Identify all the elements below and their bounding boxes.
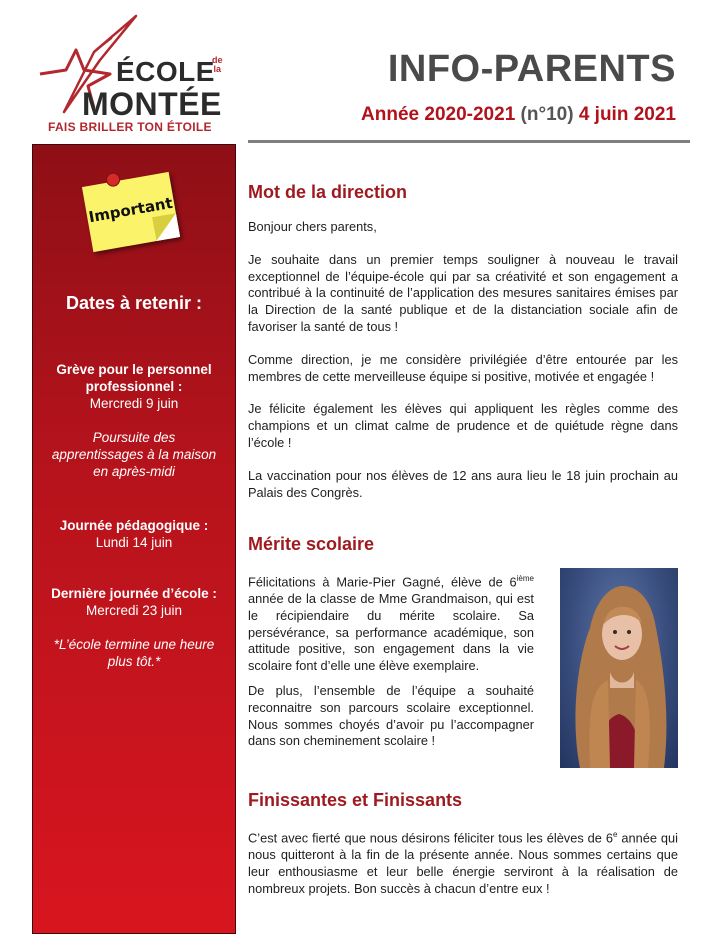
- issue-subtitle: [361, 104, 676, 126]
- important-label: Important: [87, 193, 174, 227]
- school-logo: [36, 12, 236, 134]
- paragraph: Bonjour chers parents,: [248, 219, 377, 234]
- event-pedagogique: [39, 517, 229, 551]
- event-title: Grève pour le personnel professionnel :: [56, 362, 212, 394]
- section-finissants: [248, 790, 678, 897]
- section-heading: Finissantes et Finissants: [248, 790, 463, 810]
- issue-year: Année 2020-2021: [361, 104, 516, 125]
- paragraph: La vaccination pour nos élèves de 12 ans aura lieu le 18 juin prochain au Palais des Congrès.: [248, 467, 678, 500]
- paragraph: Comme direction, je me considère privilégiée d’être entourée par les membres de cette merveilleuse équipe si positive, motivée et engagée !: [248, 351, 678, 384]
- logo-montee: MONTÉE: [82, 86, 222, 122]
- section-direction: [248, 182, 678, 501]
- event-date: Mercredi 23 juin: [85, 603, 183, 618]
- event-date: Mercredi 9 juin: [89, 396, 179, 411]
- important-sticky-note: [82, 172, 180, 252]
- paragraph: De plus, l’ensemble de l’équipe a souhaité reconnaitre son parcours scolaire exceptionnel. Nous sommes choyés d’avoir pu l’accompagner dans son cheminement scolaire !: [248, 683, 534, 749]
- paragraph: Félicitations à Marie-Pier Gagné, élève de 6ième année de la classe de Mme Grandmaison, qui est le récipiendaire du mérite scolaire. Sa persévérance, sa performance académique, son attitude positive, son engagement dans la vie scolaire font d’elle une élève exemplaire.: [248, 574, 534, 674]
- section-heading: Mot de la direction: [248, 182, 408, 202]
- page-title: INFO-PARENTS: [387, 48, 676, 90]
- issue-number: (n°10): [520, 104, 574, 125]
- event-title: Dernière journée d’école :: [51, 586, 217, 601]
- issue-date: 4 juin 2021: [578, 104, 676, 125]
- header-divider: [248, 140, 690, 143]
- logo-ecole: ÉCOLE: [116, 56, 215, 87]
- event-strike: [39, 361, 229, 480]
- event-title: Journée pédagogique :: [59, 518, 209, 533]
- section-heading: Mérite scolaire: [248, 534, 375, 554]
- event-note: *L’école termine une heure plus tôt.*: [53, 637, 215, 669]
- dates-title: Dates à retenir :: [65, 293, 203, 313]
- event-note: Poursuite des apprentissages à la maison en après-midi: [51, 430, 217, 479]
- logo-slogan: FAIS BRILLER TON ÉTOILE: [48, 120, 212, 134]
- student-photo: [560, 568, 678, 768]
- page-fold-icon: [152, 213, 180, 241]
- logo-de-la: de la: [212, 55, 223, 74]
- paragraph: Je félicite également les élèves qui appliquent les règles comme des champions et un climat calme de prudence et de quiétude règne dans l’école !: [248, 401, 678, 450]
- sidebar: [32, 144, 236, 934]
- event-last-day: [39, 585, 229, 670]
- event-date: Lundi 14 juin: [95, 535, 173, 550]
- push-pin-icon: [106, 173, 120, 187]
- paragraph: Je souhaite dans un premier temps souligner à nouveau le travail exceptionnel de l’équipe-école qui par sa créativité et son engagement a contribué à la continuité de l’application des mesures sanitaires émises par la Direction de la santé publique et de la distanciation sociale afin de favoriser la santé de tous !: [248, 251, 678, 334]
- paragraph: C’est avec fierté que nous désirons féliciter tous les élèves de 6e année qui nous quitteront à la fin de la présente année. Nous sommes certains que leur enthousiasme et leur belle énergie serviront à la réalisation de nombreux projets. Bon succès à chacun d’entre eux !: [248, 830, 678, 896]
